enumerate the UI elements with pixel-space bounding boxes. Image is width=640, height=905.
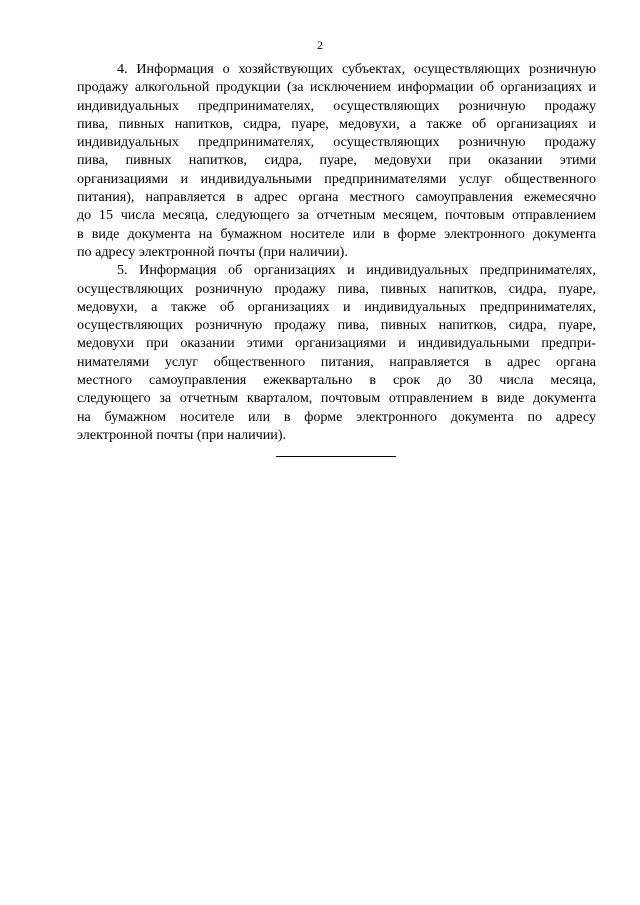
text-line: осуществляющих розничную продажу пива, пивных напитков, сидра, пуаре, [77, 317, 596, 334]
paragraph-5 [77, 261, 596, 444]
text-line: местного самоуправления ежеквартально в срок до 30 числа месяца, [77, 372, 596, 389]
text-line: организациями и индивидуальными предпринимателями услуг общественного [77, 170, 596, 187]
text-line: пива, пивных напитков, сидра, пуаре, медовухи при оказании этими [77, 152, 596, 169]
paragraph-4 [77, 60, 596, 261]
text-line: медовухи при оказании этими организациями и индивидуальными предпри- [77, 335, 596, 352]
text-line: индивидуальных предпринимателях, осуществляющих розничную продажу [77, 134, 596, 151]
text-line: продажу алкогольной продукции (за исключением информации об организациях и [77, 79, 596, 96]
text-line: пива, пивных напитков, сидра, пуаре, медовухи, а также об организациях и [77, 115, 596, 132]
text-line: на бумажном носителе или в форме электронного документа по адресу [77, 408, 596, 425]
text-line: в виде документа на бумажном носителе или в форме электронного документа [77, 225, 596, 242]
page-number: 2 [317, 38, 323, 52]
text-line: нимателями услуг общественного питания, направляется в адрес органа [77, 353, 596, 370]
text-line: 5. Информация об организациях и индивидуальных предпринимателях, [117, 262, 596, 279]
text-line: индивидуальных предпринимателях, осуществляющих розничную продажу [77, 97, 596, 114]
text-line: осуществляющих розничную продажу пива, пивных напитков, сидра, пуаре, [77, 280, 596, 297]
text-line: следующего за отчетным кварталом, почтовым отправлением в виде документа [77, 390, 596, 407]
text-line: до 15 числа месяца, следующего за отчетным месяцем, почтовым отправлением [77, 207, 596, 224]
text-line: электронной почты (при наличии). [77, 426, 287, 443]
document-body [77, 60, 596, 444]
text-line: 4. Информация о хозяйствующих субъектах, осуществляющих розничную [117, 61, 596, 77]
text-line: питания), направляется в адрес органа местного самоуправления ежемесячно [77, 189, 596, 206]
text-line: по адресу электронной почты (при наличии). [77, 243, 348, 260]
text-line: медовухи, а также об организациях и индивидуальных предпринимателях, [77, 298, 596, 315]
closing-divider [276, 456, 396, 457]
